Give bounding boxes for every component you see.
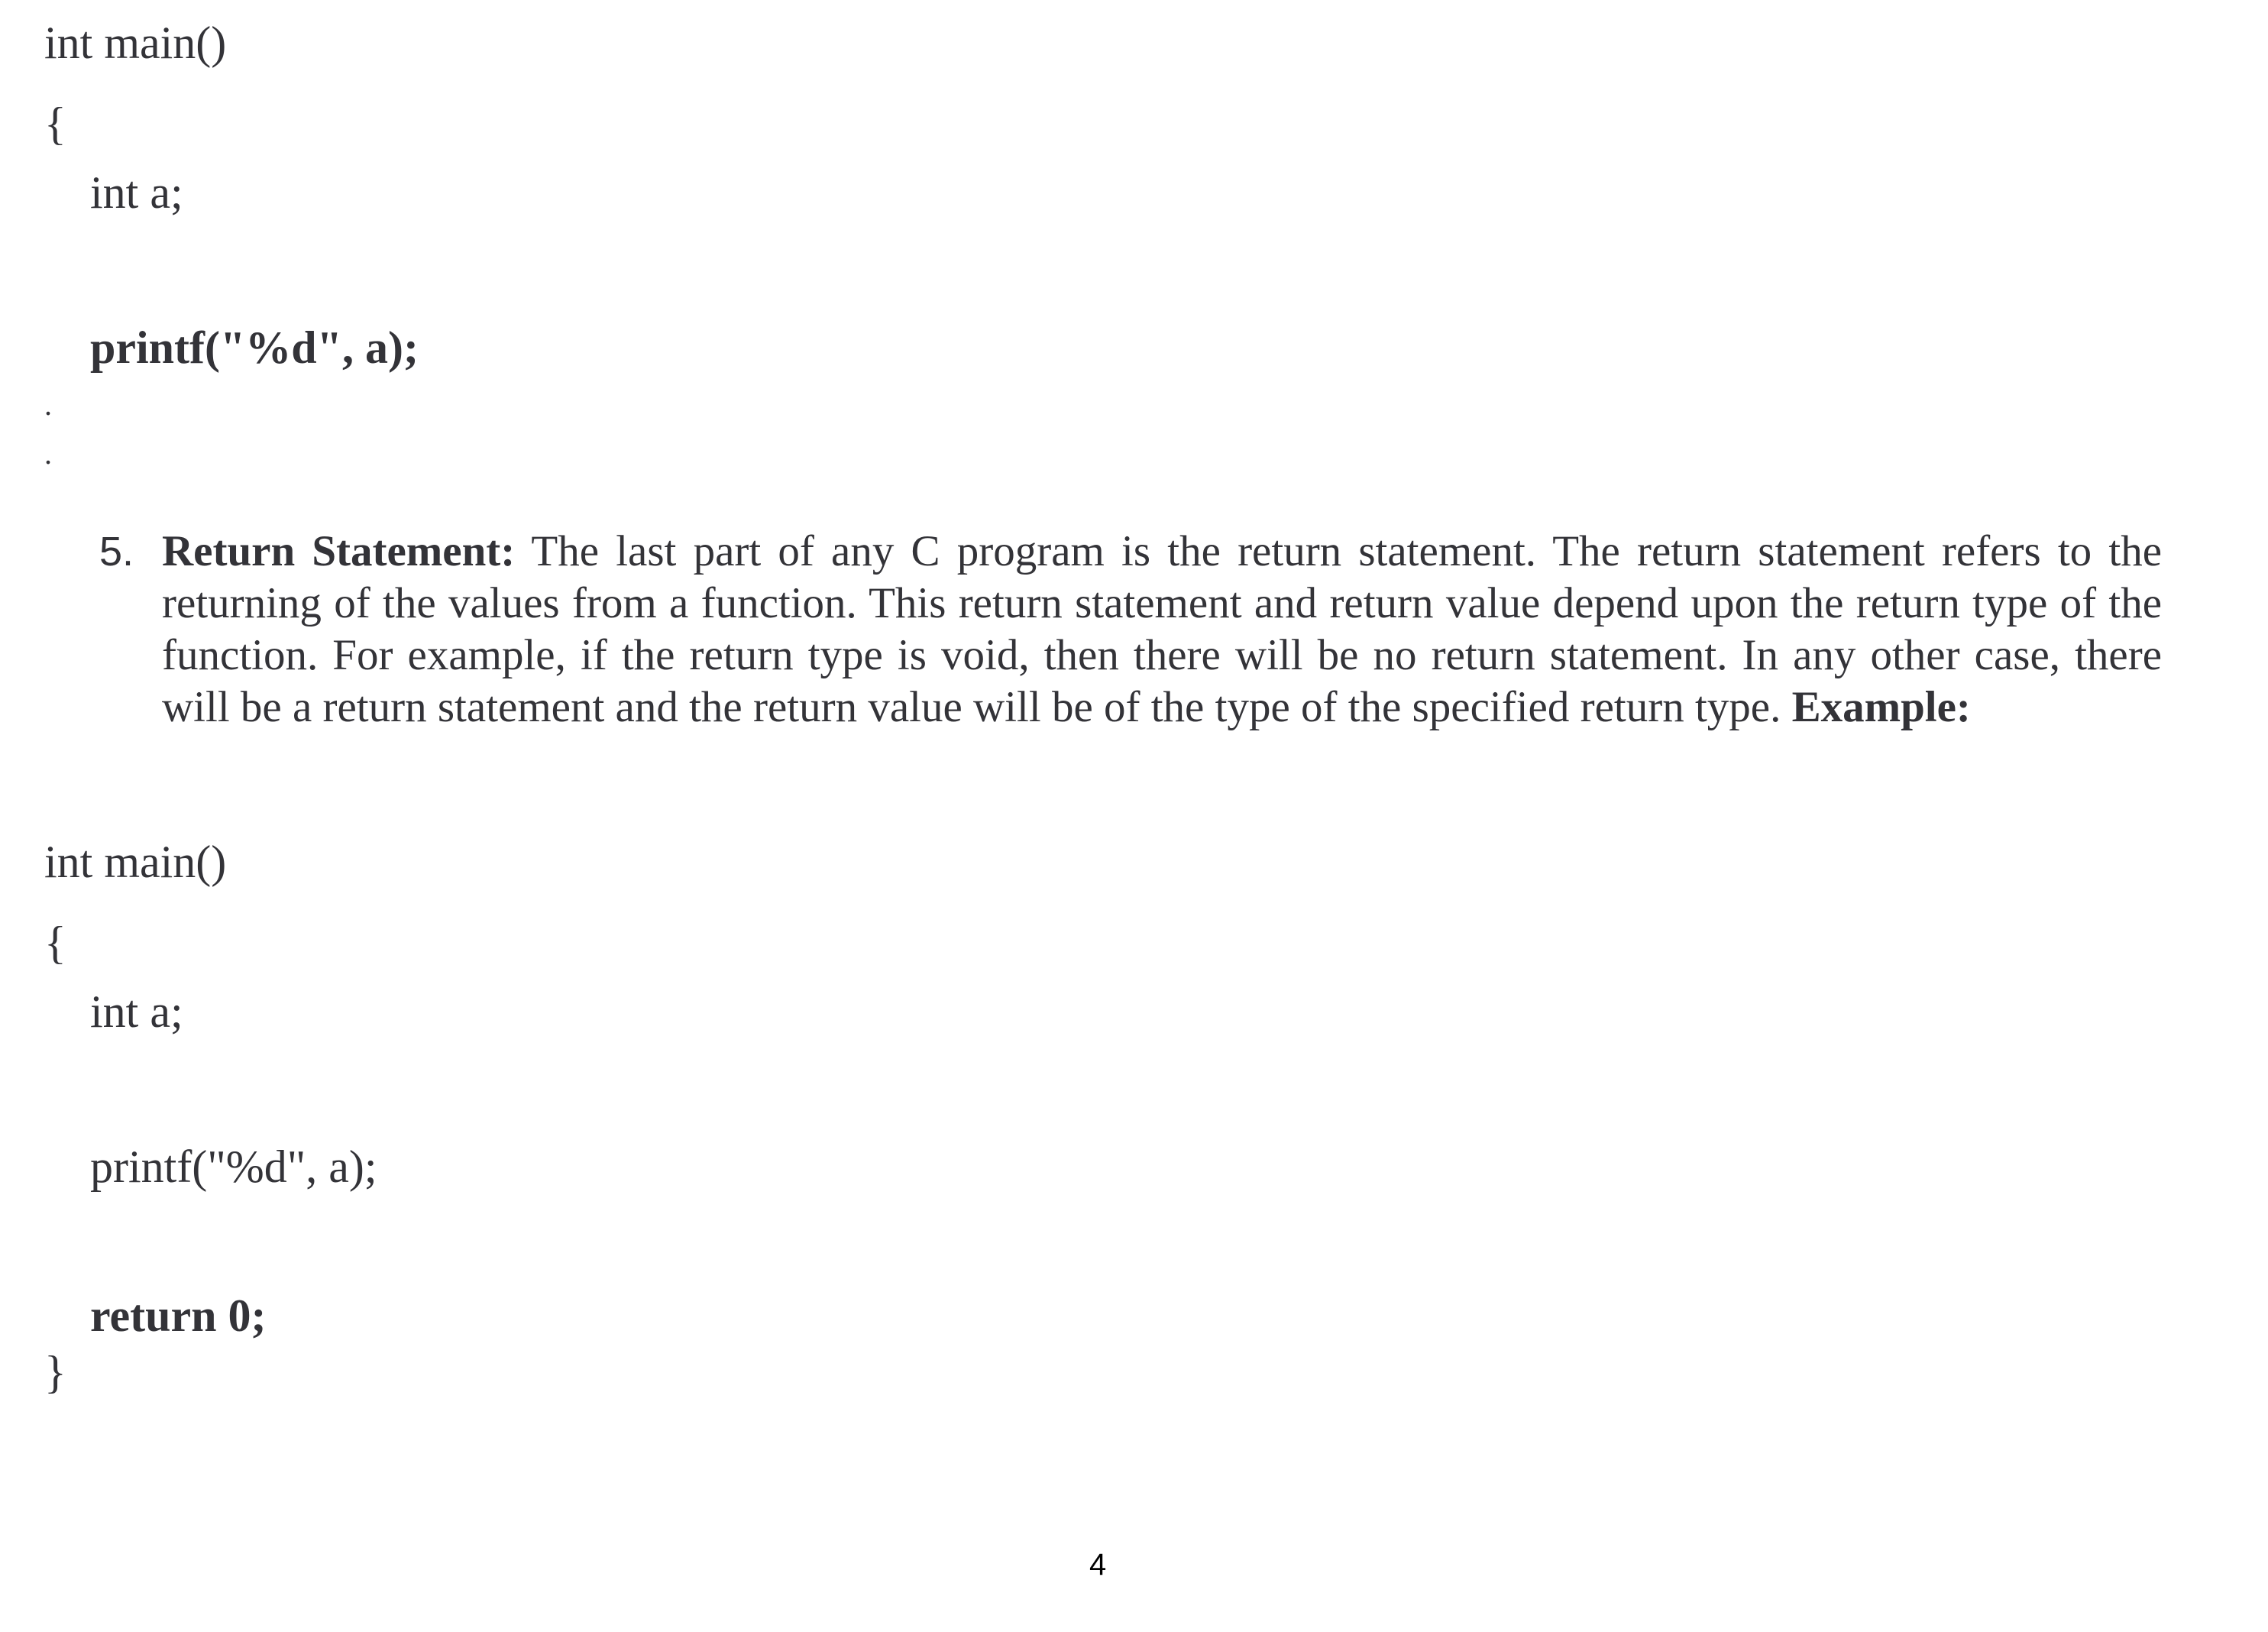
code-line-return: return 0; (90, 1290, 267, 1341)
code-line-main: int main() (44, 837, 227, 887)
code-line-printf: printf("%d", a); (90, 322, 419, 373)
list-item-text: The last part of any C program is the return statement. The return statement refers to the returning of the values from a function. This return statement and return value depend upon the return type of the function. For example, if the return type is void, then there will be no return statement. In any other case, there will be a return statement and the return value will be of the type of the specified return type. (162, 527, 2162, 731)
code-line-open-brace: { (44, 918, 66, 968)
example-label: Example: (1791, 683, 1971, 731)
ellipsis-dot: . (44, 387, 52, 422)
code-line-declaration: int a; (90, 167, 183, 218)
code-line-close-brace: } (44, 1347, 66, 1397)
code-line-declaration: int a; (90, 986, 183, 1037)
list-item-number: 5. (99, 529, 134, 575)
code-line-printf: printf("%d", a); (90, 1141, 377, 1192)
page-number: 4 (1089, 1548, 1107, 1582)
code-line-open-brace: { (44, 99, 66, 149)
list-item-heading: Return Statement: (162, 527, 516, 575)
code-line-main: int main() (44, 18, 227, 68)
list-item-body (162, 526, 2162, 733)
ellipsis-dot: . (44, 436, 52, 471)
list-item-return-statement (99, 526, 2162, 733)
